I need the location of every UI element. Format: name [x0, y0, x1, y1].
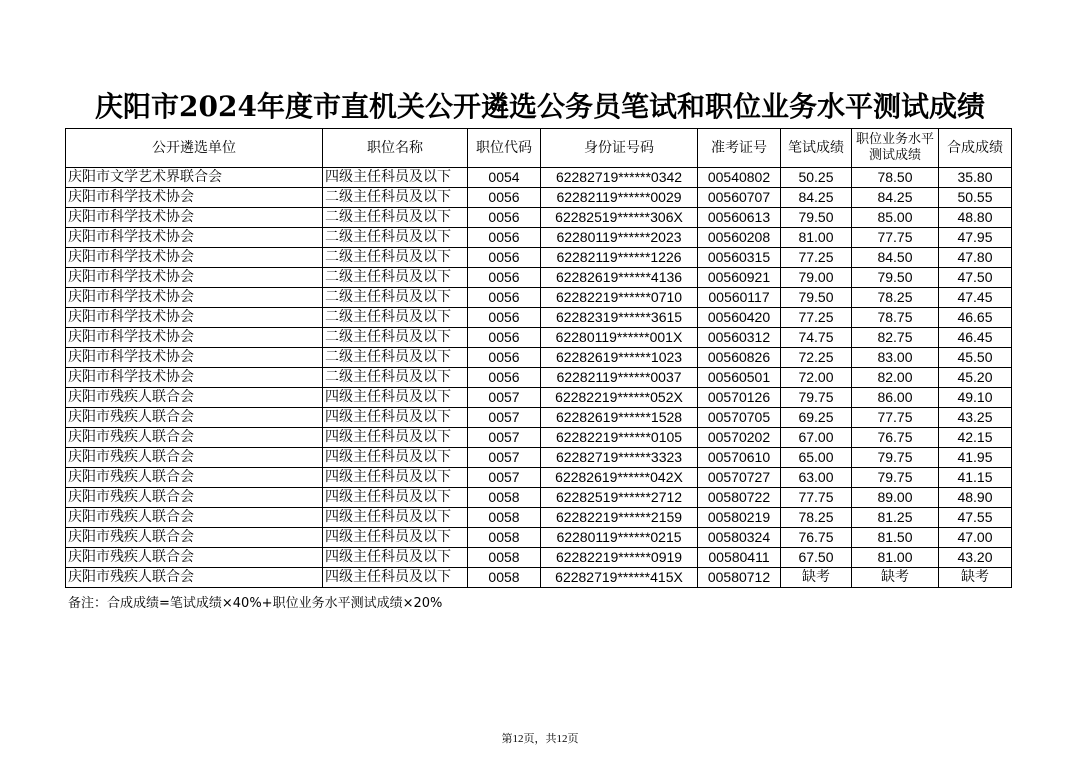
table-row — [66, 528, 1012, 548]
cell-position-code: 0058 — [468, 568, 541, 588]
cell-business-test-score: 84.25 — [852, 188, 939, 208]
cell-total-score: 缺考 — [939, 568, 1012, 588]
table-row — [66, 348, 1012, 368]
table-row — [66, 168, 1012, 188]
cell-position-code: 0058 — [468, 508, 541, 528]
cell-admission-number: 00560208 — [698, 228, 781, 248]
cell-unit: 庆阳市科学技术协会 — [66, 368, 323, 388]
cell-written-score: 63.00 — [781, 468, 852, 488]
cell-id-number: 62282619******1528 — [541, 408, 698, 428]
table-row — [66, 328, 1012, 348]
cell-position-name: 四级主任科员及以下 — [323, 468, 468, 488]
cell-position-name: 二级主任科员及以下 — [323, 228, 468, 248]
cell-total-score: 43.25 — [939, 408, 1012, 428]
table-row — [66, 228, 1012, 248]
cell-position-name: 二级主任科员及以下 — [323, 348, 468, 368]
cell-written-score: 67.00 — [781, 428, 852, 448]
cell-position-code: 0057 — [468, 428, 541, 448]
cell-position-name: 四级主任科员及以下 — [323, 568, 468, 588]
cell-position-code: 0056 — [468, 368, 541, 388]
cell-total-score: 41.95 — [939, 448, 1012, 468]
table-row — [66, 208, 1012, 228]
cell-position-code: 0056 — [468, 228, 541, 248]
cell-position-code: 0056 — [468, 188, 541, 208]
header-id-number: 身份证号码 — [541, 129, 698, 168]
cell-unit: 庆阳市残疾人联合会 — [66, 568, 323, 588]
cell-unit: 庆阳市科学技术协会 — [66, 308, 323, 328]
cell-unit: 庆阳市残疾人联合会 — [66, 448, 323, 468]
cell-total-score: 47.45 — [939, 288, 1012, 308]
cell-id-number: 62282219******052X — [541, 388, 698, 408]
cell-position-name: 二级主任科员及以下 — [323, 308, 468, 328]
cell-id-number: 62280119******2023 — [541, 228, 698, 248]
cell-business-test-score: 81.00 — [852, 548, 939, 568]
footnote: 备注：合成成绩=笔试成绩×40%+职位业务水平测试成绩×20% — [68, 596, 443, 611]
cell-position-code: 0056 — [468, 328, 541, 348]
cell-admission-number: 00580722 — [698, 488, 781, 508]
header-business-test-score — [852, 129, 939, 168]
cell-written-score: 72.25 — [781, 348, 852, 368]
cell-id-number: 62282719******0342 — [541, 168, 698, 188]
cell-position-code: 0056 — [468, 268, 541, 288]
cell-position-code: 0056 — [468, 288, 541, 308]
table-row — [66, 308, 1012, 328]
table-row — [66, 388, 1012, 408]
cell-unit: 庆阳市残疾人联合会 — [66, 508, 323, 528]
cell-position-name: 四级主任科员及以下 — [323, 168, 468, 188]
cell-total-score: 45.20 — [939, 368, 1012, 388]
cell-total-score: 50.55 — [939, 188, 1012, 208]
cell-unit: 庆阳市科学技术协会 — [66, 328, 323, 348]
cell-position-name: 二级主任科员及以下 — [323, 208, 468, 228]
cell-total-score: 45.50 — [939, 348, 1012, 368]
cell-unit: 庆阳市残疾人联合会 — [66, 428, 323, 448]
cell-unit: 庆阳市科学技术协会 — [66, 208, 323, 228]
cell-admission-number: 00570202 — [698, 428, 781, 448]
cell-unit: 庆阳市残疾人联合会 — [66, 388, 323, 408]
cell-total-score: 48.90 — [939, 488, 1012, 508]
cell-position-code: 0058 — [468, 548, 541, 568]
cell-total-score: 48.80 — [939, 208, 1012, 228]
cell-position-code: 0056 — [468, 348, 541, 368]
cell-position-name: 二级主任科员及以下 — [323, 368, 468, 388]
cell-business-test-score: 79.75 — [852, 468, 939, 488]
cell-position-code: 0057 — [468, 388, 541, 408]
cell-position-name: 四级主任科员及以下 — [323, 548, 468, 568]
cell-admission-number: 00560501 — [698, 368, 781, 388]
table-header-row — [66, 129, 1012, 168]
cell-position-name: 二级主任科员及以下 — [323, 268, 468, 288]
cell-total-score: 41.15 — [939, 468, 1012, 488]
cell-admission-number: 00560613 — [698, 208, 781, 228]
cell-id-number: 62280119******001X — [541, 328, 698, 348]
cell-business-test-score: 85.00 — [852, 208, 939, 228]
table-row — [66, 248, 1012, 268]
cell-written-score: 50.25 — [781, 168, 852, 188]
cell-position-code: 0057 — [468, 408, 541, 428]
cell-position-name: 四级主任科员及以下 — [323, 388, 468, 408]
cell-id-number: 62282519******306X — [541, 208, 698, 228]
cell-written-score: 79.50 — [781, 288, 852, 308]
table-row — [66, 468, 1012, 488]
table-row — [66, 408, 1012, 428]
cell-unit: 庆阳市残疾人联合会 — [66, 528, 323, 548]
cell-total-score: 47.80 — [939, 248, 1012, 268]
cell-id-number: 62282219******0919 — [541, 548, 698, 568]
cell-business-test-score: 78.50 — [852, 168, 939, 188]
table-row — [66, 568, 1012, 588]
cell-unit: 庆阳市残疾人联合会 — [66, 548, 323, 568]
cell-admission-number: 00560707 — [698, 188, 781, 208]
score-table — [65, 128, 1012, 588]
cell-id-number: 62282119******0037 — [541, 368, 698, 388]
cell-total-score: 42.15 — [939, 428, 1012, 448]
cell-position-name: 四级主任科员及以下 — [323, 428, 468, 448]
cell-total-score: 49.10 — [939, 388, 1012, 408]
cell-written-score: 79.00 — [781, 268, 852, 288]
cell-position-name: 二级主任科员及以下 — [323, 328, 468, 348]
cell-admission-number: 00580712 — [698, 568, 781, 588]
cell-business-test-score: 78.75 — [852, 308, 939, 328]
cell-unit: 庆阳市科学技术协会 — [66, 248, 323, 268]
cell-unit: 庆阳市残疾人联合会 — [66, 488, 323, 508]
cell-id-number: 62282619******042X — [541, 468, 698, 488]
cell-written-score: 79.50 — [781, 208, 852, 228]
cell-business-test-score: 82.75 — [852, 328, 939, 348]
cell-admission-number: 00560826 — [698, 348, 781, 368]
cell-business-test-score: 81.50 — [852, 528, 939, 548]
cell-unit: 庆阳市科学技术协会 — [66, 188, 323, 208]
cell-business-test-score: 77.75 — [852, 228, 939, 248]
cell-admission-number: 00570705 — [698, 408, 781, 428]
cell-business-test-score: 79.50 — [852, 268, 939, 288]
cell-total-score: 47.00 — [939, 528, 1012, 548]
cell-total-score: 35.80 — [939, 168, 1012, 188]
cell-business-test-score: 77.75 — [852, 408, 939, 428]
cell-admission-number: 00560117 — [698, 288, 781, 308]
cell-written-score: 缺考 — [781, 568, 852, 588]
header-written-score: 笔试成绩 — [781, 129, 852, 168]
cell-written-score: 77.75 — [781, 488, 852, 508]
cell-unit: 庆阳市科学技术协会 — [66, 288, 323, 308]
cell-position-code: 0056 — [468, 248, 541, 268]
cell-admission-number: 00540802 — [698, 168, 781, 188]
cell-position-name: 四级主任科员及以下 — [323, 448, 468, 468]
cell-written-score: 72.00 — [781, 368, 852, 388]
cell-total-score: 46.65 — [939, 308, 1012, 328]
cell-written-score: 65.00 — [781, 448, 852, 468]
table-row — [66, 288, 1012, 308]
cell-position-code: 0058 — [468, 528, 541, 548]
cell-unit: 庆阳市文学艺术界联合会 — [66, 168, 323, 188]
cell-written-score: 67.50 — [781, 548, 852, 568]
cell-admission-number: 00580324 — [698, 528, 781, 548]
table-row — [66, 448, 1012, 468]
cell-total-score: 47.50 — [939, 268, 1012, 288]
cell-position-code: 0056 — [468, 208, 541, 228]
cell-id-number: 62280119******0215 — [541, 528, 698, 548]
cell-admission-number: 00560315 — [698, 248, 781, 268]
cell-position-name: 四级主任科员及以下 — [323, 488, 468, 508]
cell-admission-number: 00570727 — [698, 468, 781, 488]
table-row — [66, 428, 1012, 448]
cell-business-test-score: 84.50 — [852, 248, 939, 268]
cell-position-name: 四级主任科员及以下 — [323, 408, 468, 428]
header-position-name: 职位名称 — [323, 129, 468, 168]
cell-business-test-score: 82.00 — [852, 368, 939, 388]
cell-unit: 庆阳市残疾人联合会 — [66, 408, 323, 428]
cell-business-test-score: 86.00 — [852, 388, 939, 408]
cell-position-name: 四级主任科员及以下 — [323, 528, 468, 548]
cell-written-score: 74.75 — [781, 328, 852, 348]
cell-position-code: 0056 — [468, 308, 541, 328]
cell-business-test-score: 78.25 — [852, 288, 939, 308]
cell-admission-number: 00570126 — [698, 388, 781, 408]
table-row — [66, 188, 1012, 208]
cell-unit: 庆阳市科学技术协会 — [66, 348, 323, 368]
cell-position-name: 二级主任科员及以下 — [323, 188, 468, 208]
cell-business-test-score: 89.00 — [852, 488, 939, 508]
cell-written-score: 84.25 — [781, 188, 852, 208]
cell-id-number: 62282219******2159 — [541, 508, 698, 528]
cell-position-code: 0054 — [468, 168, 541, 188]
table-row — [66, 368, 1012, 388]
cell-id-number: 62282519******2712 — [541, 488, 698, 508]
cell-written-score: 79.75 — [781, 388, 852, 408]
page-number: 第12页，共12页 — [501, 733, 579, 745]
table-row — [66, 508, 1012, 528]
cell-id-number: 62282119******0029 — [541, 188, 698, 208]
cell-admission-number: 00580411 — [698, 548, 781, 568]
header-total-score: 合成成绩 — [939, 129, 1012, 168]
cell-position-name: 二级主任科员及以下 — [323, 288, 468, 308]
header-unit: 公开遴选单位 — [66, 129, 323, 168]
table-row — [66, 268, 1012, 288]
cell-id-number: 62282319******3615 — [541, 308, 698, 328]
table-row — [66, 488, 1012, 508]
cell-position-name: 四级主任科员及以下 — [323, 508, 468, 528]
cell-written-score: 69.25 — [781, 408, 852, 428]
cell-written-score: 77.25 — [781, 248, 852, 268]
cell-id-number: 62282219******0710 — [541, 288, 698, 308]
cell-admission-number: 00570610 — [698, 448, 781, 468]
cell-id-number: 62282619******4136 — [541, 268, 698, 288]
cell-business-test-score: 79.75 — [852, 448, 939, 468]
table-row — [66, 548, 1012, 568]
cell-written-score: 81.00 — [781, 228, 852, 248]
cell-total-score: 46.45 — [939, 328, 1012, 348]
cell-business-test-score: 缺考 — [852, 568, 939, 588]
cell-admission-number: 00560312 — [698, 328, 781, 348]
cell-position-code: 0058 — [468, 488, 541, 508]
cell-id-number: 62282119******1226 — [541, 248, 698, 268]
cell-business-test-score: 76.75 — [852, 428, 939, 448]
cell-unit: 庆阳市残疾人联合会 — [66, 468, 323, 488]
cell-written-score: 78.25 — [781, 508, 852, 528]
cell-admission-number: 00560420 — [698, 308, 781, 328]
cell-id-number: 62282619******1023 — [541, 348, 698, 368]
table-body — [66, 168, 1012, 588]
cell-id-number: 62282719******3323 — [541, 448, 698, 468]
cell-admission-number: 00560921 — [698, 268, 781, 288]
cell-position-name: 二级主任科员及以下 — [323, 248, 468, 268]
header-business-test-score-label: 职位业务水平测试成绩 — [856, 132, 935, 163]
cell-unit: 庆阳市科学技术协会 — [66, 228, 323, 248]
cell-total-score: 47.55 — [939, 508, 1012, 528]
cell-id-number: 62282219******0105 — [541, 428, 698, 448]
cell-position-code: 0057 — [468, 448, 541, 468]
cell-id-number: 62282719******415X — [541, 568, 698, 588]
header-admission-number: 准考证号 — [698, 129, 781, 168]
cell-business-test-score: 83.00 — [852, 348, 939, 368]
cell-business-test-score: 81.25 — [852, 508, 939, 528]
cell-admission-number: 00580219 — [698, 508, 781, 528]
cell-written-score: 76.75 — [781, 528, 852, 548]
cell-written-score: 77.25 — [781, 308, 852, 328]
cell-unit: 庆阳市科学技术协会 — [66, 268, 323, 288]
cell-total-score: 47.95 — [939, 228, 1012, 248]
page-title: 庆阳市2024年度市直机关公开遴选公务员笔试和职位业务水平测试成绩 — [95, 90, 985, 123]
header-position-code: 职位代码 — [468, 129, 541, 168]
cell-position-code: 0057 — [468, 468, 541, 488]
cell-total-score: 43.20 — [939, 548, 1012, 568]
